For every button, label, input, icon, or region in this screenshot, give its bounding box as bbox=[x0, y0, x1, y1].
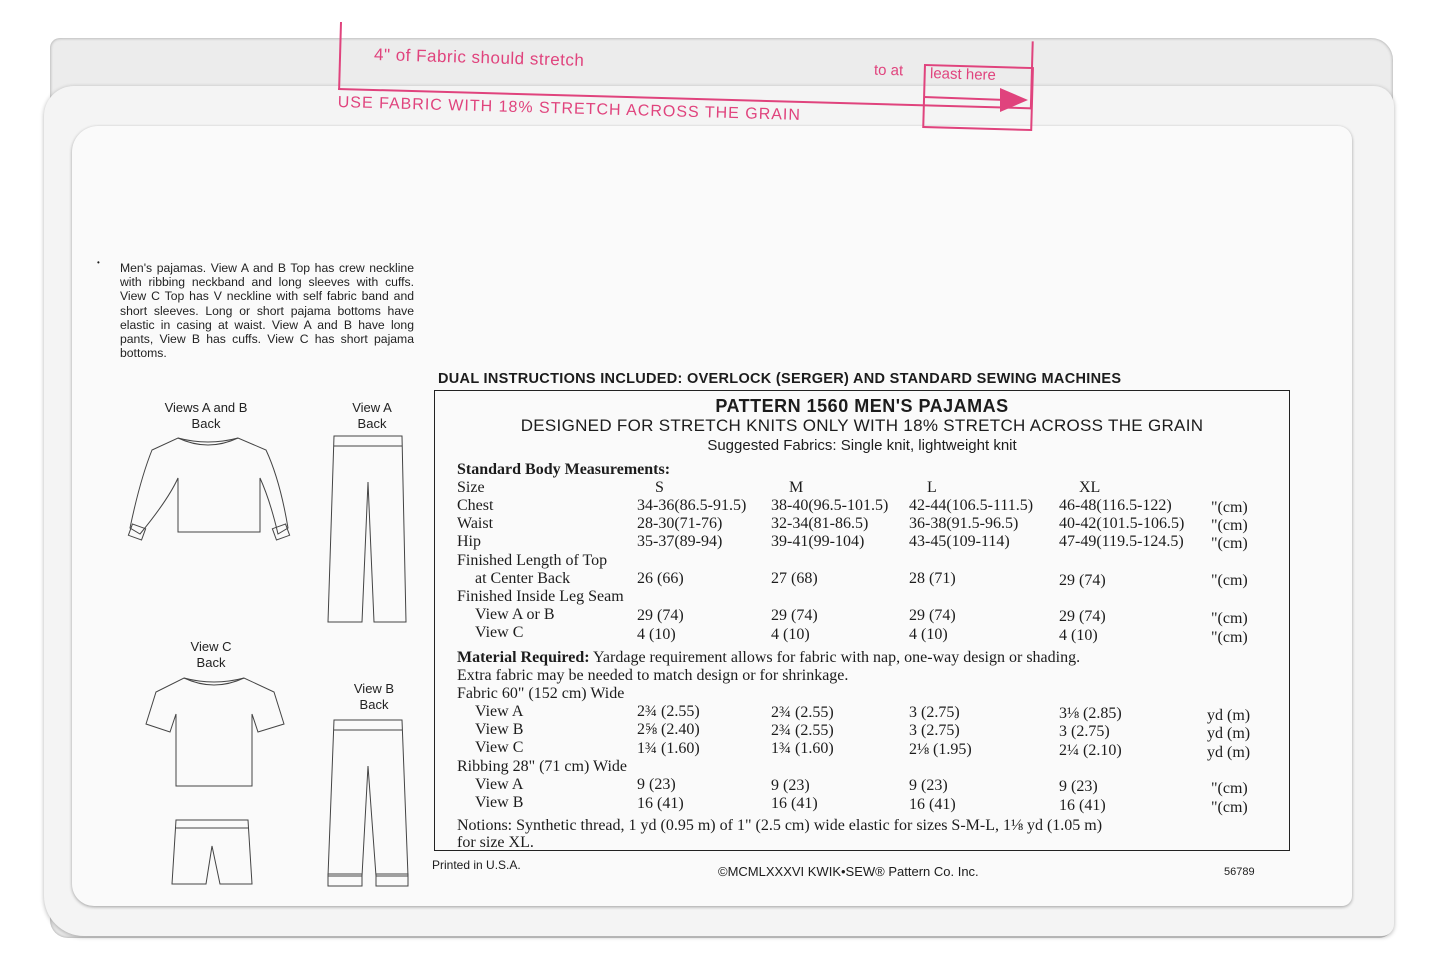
leg-seam-label: Finished Inside Leg Seam bbox=[457, 588, 624, 605]
bullet-dot: • bbox=[97, 258, 100, 267]
hip-xl: 47-49(119.5-124.5) bbox=[1059, 533, 1184, 550]
ribbing-b-l: 16 (41) bbox=[909, 796, 956, 813]
fabric-c-unit: yd (m) bbox=[1207, 744, 1251, 761]
pattern-info-box bbox=[434, 390, 1290, 851]
views-ab-label-line2: Back bbox=[191, 416, 221, 431]
ribbing-a-l: 9 (23) bbox=[909, 777, 948, 794]
chest-label: Chest bbox=[457, 497, 494, 514]
fabric-b-l: 3 (2.75) bbox=[909, 722, 960, 739]
fabric-a-l: 3 (2.75) bbox=[909, 704, 960, 721]
leg-ab-m: 29 (74) bbox=[771, 607, 818, 624]
fabric-b-m: 2¾ (2.55) bbox=[771, 722, 834, 739]
notions-line-2: for size XL. bbox=[457, 834, 534, 851]
fabric-c-xl: 2¼ (2.10) bbox=[1059, 742, 1122, 759]
leg-ab-label: View A or B bbox=[475, 606, 555, 623]
ribbing-a-label: View A bbox=[475, 776, 524, 793]
size-s: S bbox=[655, 479, 664, 496]
fabric-a-s: 2¾ (2.55) bbox=[637, 703, 700, 720]
ribbing-b-xl: 16 (41) bbox=[1059, 797, 1106, 814]
leg-ab-unit: "(cm) bbox=[1211, 610, 1248, 627]
view-b-back-label bbox=[338, 681, 410, 713]
ribbing-a-unit: "(cm) bbox=[1211, 780, 1248, 797]
fabric-a-xl: 3⅛ (2.85) bbox=[1059, 705, 1122, 722]
ribbing-a-xl: 9 (23) bbox=[1059, 778, 1098, 795]
hip-unit: "(cm) bbox=[1211, 535, 1248, 552]
material-note-1: Yardage requirement allows for fabric with nap, one-way design or shading. bbox=[592, 649, 1081, 666]
waist-label: Waist bbox=[457, 515, 494, 532]
ribbing-b-m: 16 (41) bbox=[771, 795, 818, 812]
long-sleeve-top-drawing bbox=[120, 430, 300, 550]
leg-c-l: 4 (10) bbox=[909, 626, 948, 643]
ribbing-label: Ribbing 28" (71 cm) Wide bbox=[457, 758, 628, 775]
leg-ab-xl: 29 (74) bbox=[1059, 608, 1106, 625]
center-back-unit: "(cm) bbox=[1211, 572, 1248, 589]
waist-l: 36-38(91.5-96.5) bbox=[909, 515, 1019, 532]
short-sleeve-top-drawing bbox=[140, 672, 290, 792]
dual-instructions-line: DUAL INSTRUCTIONS INCLUDED: OVERLOCK (SERGER) AND STANDARD SEWING MACHINES bbox=[438, 371, 1122, 387]
center-back-label: at Center Back bbox=[475, 570, 571, 587]
size-m: M bbox=[789, 479, 804, 496]
ribbing-b-label: View B bbox=[475, 794, 524, 811]
long-pants-drawing bbox=[322, 432, 412, 628]
copyright-line: ©MCMLXXXVI KWIK•SEW® Pattern Co. Inc. bbox=[718, 864, 979, 879]
pattern-code-number: 56789 bbox=[1224, 866, 1255, 878]
pattern-description: Men's pajamas. View A and B Top has crew neckline with ribbing neckband and long sleeves with cuffs. View C Top has V neckline with self fabric band and short sleeves. Long or short pajama bottoms have elastic in casing at waist. View A and B have long pants, View B has cuffs. View C has short pajama bottoms. bbox=[120, 261, 414, 361]
hip-l: 43-45(109-114) bbox=[909, 533, 1010, 550]
center-back-l: 28 (71) bbox=[909, 570, 956, 587]
printed-in-usa: Printed in U.S.A. bbox=[432, 858, 521, 872]
center-back-s: 26 (66) bbox=[637, 570, 684, 587]
waist-xl: 40-42(101.5-106.5) bbox=[1059, 515, 1185, 532]
leg-c-xl: 4 (10) bbox=[1059, 627, 1098, 644]
fabric-a-label: View A bbox=[475, 703, 524, 720]
fabric-c-label: View C bbox=[475, 739, 524, 756]
waist-m: 32-34(81-86.5) bbox=[771, 515, 869, 532]
size-l: L bbox=[927, 479, 937, 496]
leg-ab-s: 29 (74) bbox=[637, 607, 684, 624]
pattern-title: PATTERN 1560 MEN'S PAJAMAS bbox=[715, 396, 1009, 416]
stretch-guide-least-here: least here bbox=[929, 65, 997, 84]
views-ab-label-line1: Views A and B bbox=[164, 400, 248, 415]
leg-ab-l: 29 (74) bbox=[909, 607, 956, 624]
stretch-guide-text: 4" of Fabric should stretch bbox=[373, 45, 585, 70]
chest-s: 34-36(86.5-91.5) bbox=[637, 497, 747, 514]
cuffed-pants-drawing bbox=[322, 716, 414, 894]
fabric-c-l: 2⅛ (1.95) bbox=[909, 741, 972, 758]
chest-xl: 46-48(116.5-122) bbox=[1059, 497, 1172, 514]
fabric-b-xl: 3 (2.75) bbox=[1059, 723, 1110, 740]
center-back-xl: 29 (74) bbox=[1059, 572, 1106, 589]
ribbing-b-s: 16 (41) bbox=[637, 795, 684, 812]
leg-c-m: 4 (10) bbox=[771, 626, 810, 643]
ribbing-b-unit: "(cm) bbox=[1211, 799, 1248, 816]
size-xl: XL bbox=[1079, 479, 1101, 496]
view-c-label-line1: View C bbox=[190, 639, 232, 654]
view-a-back-label bbox=[336, 400, 408, 432]
material-line bbox=[457, 649, 1080, 667]
waist-s: 28-30(71-76) bbox=[637, 515, 723, 532]
chest-unit: "(cm) bbox=[1211, 499, 1248, 516]
shorts-drawing bbox=[168, 816, 258, 888]
fabric-a-m: 2¾ (2.55) bbox=[771, 704, 834, 721]
ribbing-a-s: 9 (23) bbox=[637, 776, 676, 793]
view-a-label-line1: View A bbox=[352, 400, 392, 415]
material-heading: Material Required: bbox=[457, 649, 590, 666]
leg-c-unit: "(cm) bbox=[1211, 629, 1248, 646]
stretch-guide-to-at: to at bbox=[873, 61, 904, 80]
measurements-heading: Standard Body Measurements: bbox=[457, 461, 671, 478]
size-label: Size bbox=[457, 479, 485, 496]
waist-unit: "(cm) bbox=[1211, 517, 1248, 534]
use-fabric-text: USE FABRIC WITH 18% STRETCH ACROSS THE GRAIN bbox=[337, 94, 802, 124]
fabric-b-unit: yd (m) bbox=[1207, 725, 1251, 742]
notions-line-1: Notions: Synthetic thread, 1 yd (0.95 m) of 1" (2.5 cm) wide elastic for sizes S-M-L, 1⅛ yd (1.05 m) bbox=[457, 817, 1103, 834]
view-b-label-line1: View B bbox=[353, 681, 395, 696]
fabric-b-s: 2⅝ (2.40) bbox=[637, 721, 700, 738]
leg-c-s: 4 (10) bbox=[637, 626, 676, 643]
fabric-b-label: View B bbox=[475, 721, 524, 738]
view-c-label-line2: Back bbox=[196, 655, 226, 670]
ribbing-a-m: 9 (23) bbox=[771, 777, 810, 794]
suggested-fabrics-line: Suggested Fabrics: Single knit, lightweight knit bbox=[707, 437, 1017, 454]
leg-c-label: View C bbox=[475, 624, 524, 641]
chest-l: 42-44(106.5-111.5) bbox=[909, 497, 1034, 514]
view-b-label-line2: Back bbox=[359, 697, 389, 712]
fabric-c-m: 1¾ (1.60) bbox=[771, 740, 834, 757]
center-back-m: 27 (68) bbox=[771, 570, 818, 587]
chest-m: 38-40(96.5-101.5) bbox=[771, 497, 889, 514]
fabric-c-s: 1¾ (1.60) bbox=[637, 740, 700, 757]
top-length-label: Finished Length of Top bbox=[457, 552, 608, 569]
views-ab-back-label bbox=[150, 400, 262, 432]
hip-m: 39-41(99-104) bbox=[771, 533, 865, 550]
view-c-back-label bbox=[176, 639, 246, 671]
material-note-2: Extra fabric may be needed to match design or for shrinkage. bbox=[457, 667, 849, 684]
hip-label: Hip bbox=[457, 533, 481, 550]
fabric-a-unit: yd (m) bbox=[1207, 707, 1251, 724]
view-a-label-line2: Back bbox=[357, 416, 387, 431]
hip-s: 35-37(89-94) bbox=[637, 533, 723, 550]
fabric-label: Fabric 60" (152 cm) Wide bbox=[457, 685, 625, 702]
designed-for-line: DESIGNED FOR STRETCH KNITS ONLY WITH 18% STRETCH ACROSS THE GRAIN bbox=[520, 416, 1204, 435]
